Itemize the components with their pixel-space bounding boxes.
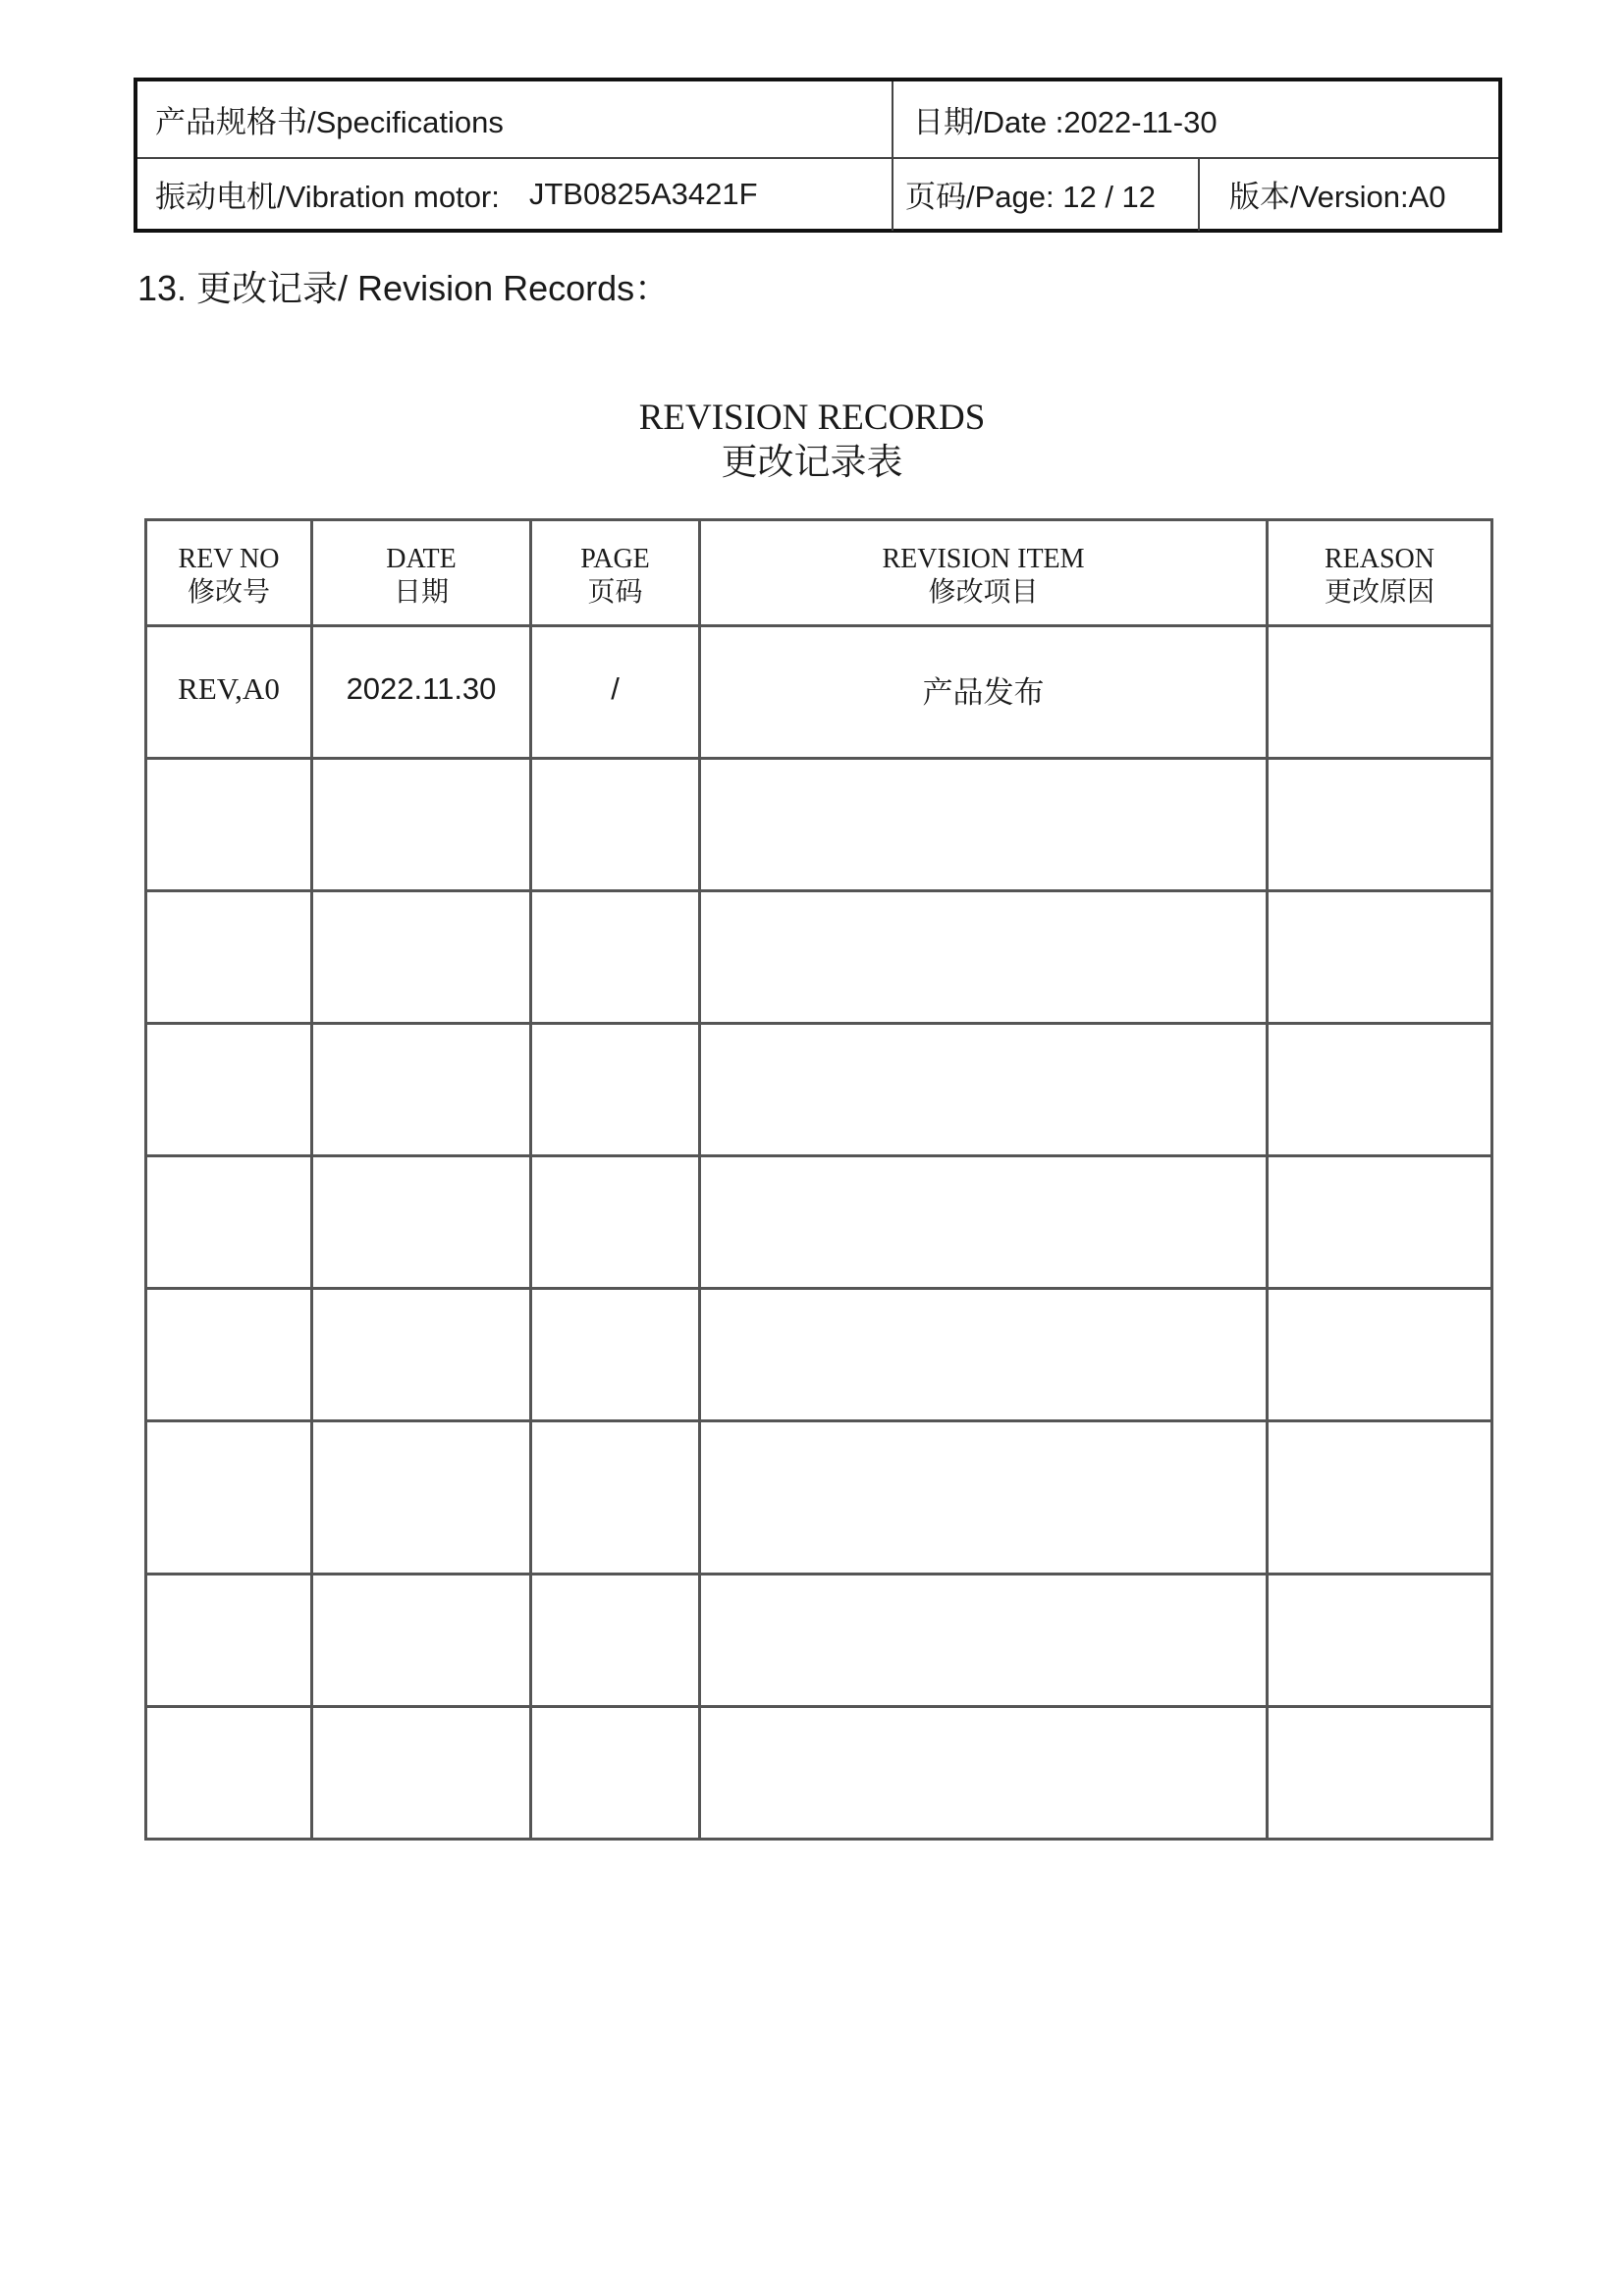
cell-rev-no: REV,A0 [146, 626, 312, 759]
column-header-rev-no: REV NO 修改号 [146, 520, 312, 626]
header-row-2 [137, 157, 1498, 231]
section-heading: 13. 更改记录/ Revision Records： [137, 268, 671, 308]
cell-date [312, 759, 531, 891]
column-header-page: PAGE 页码 [531, 520, 700, 626]
cell-rev-no [146, 1156, 312, 1289]
cell-revision-item: 产品发布 [700, 626, 1268, 759]
cell-rev-no [146, 1024, 312, 1156]
cell-date [312, 1421, 531, 1575]
cell-reason [1268, 1289, 1492, 1421]
cell-rev-no [146, 1421, 312, 1575]
spec-title: 产品规格书/Specifications [155, 105, 504, 139]
cell-page [531, 1289, 700, 1421]
table-row [146, 1707, 1492, 1840]
cell-page [531, 1575, 700, 1707]
table-row [146, 759, 1492, 891]
cell-page [531, 1156, 700, 1289]
cell-page [531, 759, 700, 891]
cell-rev-no [146, 1707, 312, 1840]
table-row [146, 1289, 1492, 1421]
cell-revision-item [700, 891, 1268, 1024]
cell-date [312, 1575, 531, 1707]
cell-rev-no [146, 759, 312, 891]
date-cell [892, 81, 1502, 157]
cell-date [312, 1289, 531, 1421]
table-row [146, 1421, 1492, 1575]
cell-date [312, 1707, 531, 1840]
table-row [146, 1575, 1492, 1707]
table-row [146, 1156, 1492, 1289]
cell-reason [1268, 1707, 1492, 1840]
product-cell [137, 157, 892, 231]
cell-date [312, 1024, 531, 1156]
cell-reason [1268, 1024, 1492, 1156]
cell-revision-item [700, 1156, 1268, 1289]
cell-reason [1268, 1575, 1492, 1707]
product-code: JTB0825A3421F [528, 176, 758, 211]
cell-reason [1268, 1156, 1492, 1289]
table-header-row [146, 520, 1492, 626]
document-date: 日期/Date :2022-11-30 [913, 105, 1218, 139]
column-header-revision-item: REVISION ITEM 修改项目 [700, 520, 1268, 626]
cell-reason [1268, 1421, 1492, 1575]
column-header-reason: REASON 更改原因 [1268, 520, 1492, 626]
document-version: 版本/Version:A0 [1229, 180, 1446, 214]
revision-records-table [144, 518, 1493, 1841]
cell-page [531, 891, 700, 1024]
product-label: 振动电机/Vibration motor: [155, 180, 500, 214]
cell-revision-item [700, 1575, 1268, 1707]
document-header [134, 78, 1502, 233]
cell-page [531, 1024, 700, 1156]
cell-revision-item [700, 1421, 1268, 1575]
cell-revision-item [700, 1707, 1268, 1840]
cell-page [531, 1707, 700, 1840]
version-cell [1198, 157, 1502, 231]
column-header-date: DATE 日期 [312, 520, 531, 626]
cell-reason [1268, 891, 1492, 1024]
cell-rev-no [146, 1575, 312, 1707]
page-number: 页码/Page: 12 / 12 [905, 180, 1157, 214]
table-row [146, 891, 1492, 1024]
cell-revision-item [700, 1024, 1268, 1156]
cell-date [312, 891, 531, 1024]
cell-date [312, 1156, 531, 1289]
header-row-1 [137, 81, 1498, 159]
cell-reason [1268, 626, 1492, 759]
table-title [0, 396, 1624, 486]
cell-page: / [531, 626, 700, 759]
table-title-zh: 更改记录表 [721, 443, 903, 483]
cell-page [531, 1421, 700, 1575]
table-row [146, 1024, 1492, 1156]
cell-rev-no [146, 1289, 312, 1421]
table-row [146, 626, 1492, 759]
cell-revision-item [700, 1289, 1268, 1421]
page-cell [892, 157, 1198, 231]
cell-reason [1268, 759, 1492, 891]
table-title-en: REVISION RECORDS [638, 398, 986, 438]
cell-rev-no [146, 891, 312, 1024]
spec-title-cell [137, 81, 892, 157]
cell-date: 2022.11.30 [312, 626, 531, 759]
cell-revision-item [700, 759, 1268, 891]
